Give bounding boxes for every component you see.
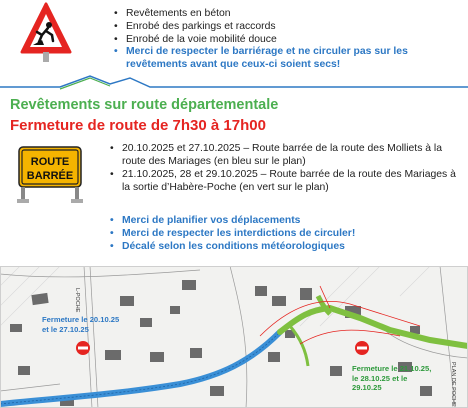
sign-line2: BARRÉE xyxy=(26,170,74,182)
site-map xyxy=(0,266,468,408)
section-title: Revêtements sur route départementale xyxy=(10,97,279,113)
sign-line1: ROUTE xyxy=(30,156,70,168)
note-item: • Merci de planifier vos déplacements xyxy=(108,214,462,227)
mountain-divider xyxy=(0,72,468,92)
closure-dates-list xyxy=(108,143,462,195)
label-line: le 28.10.25 et le xyxy=(352,373,408,383)
closure-date-item: • 20.10.2025 et 27.10.2025 – Route barrée de la route des Molliets à la route des Mariages (en bleu sur le plan) xyxy=(108,143,462,168)
map-label-green-closure xyxy=(352,364,431,393)
closure-title: Fermeture de route de 7h30 à 17h00 xyxy=(10,117,266,134)
label-line: 29.10.25 xyxy=(352,383,382,392)
roadworks-warning-sign-icon xyxy=(20,2,72,62)
route-barree-sign xyxy=(15,145,85,205)
street-label-left: L-POCHE xyxy=(74,288,80,313)
note-item: • Décalé selon les conditions météorologiques xyxy=(108,240,462,253)
note-item: • Merci de respecter les interdictions de circuler! xyxy=(108,227,462,240)
works-item: • Enrobé des parkings et raccords xyxy=(112,20,462,33)
label-line: Fermeture le 20.10.25 xyxy=(42,315,120,324)
label-line: et le 27.10.25 xyxy=(42,324,89,334)
notes-list xyxy=(108,214,462,254)
works-item: • Enrobé de la voie mobilité douce xyxy=(112,33,462,46)
no-entry-sign-icon xyxy=(355,341,369,355)
works-notice: • Merci de respecter le barriérage et ne circuler pas sur les revêtements avant que ceux-ci soient secs! xyxy=(112,46,462,71)
label-line: Fermeture le 21.10.25, xyxy=(352,364,432,373)
map-label-blue-closure xyxy=(42,315,119,334)
works-list xyxy=(112,7,462,71)
works-item: • Revêtements en béton xyxy=(112,7,462,20)
closure-date-item: • 21.10.2025, 28 et 29.10.2025 – Route barrée de la route des Mariages à la sortie d’Habère-Poche (en vert sur le plan) xyxy=(108,169,462,194)
no-entry-sign-icon xyxy=(76,341,90,355)
street-label-right: PLAN DE POCHE xyxy=(450,362,456,407)
